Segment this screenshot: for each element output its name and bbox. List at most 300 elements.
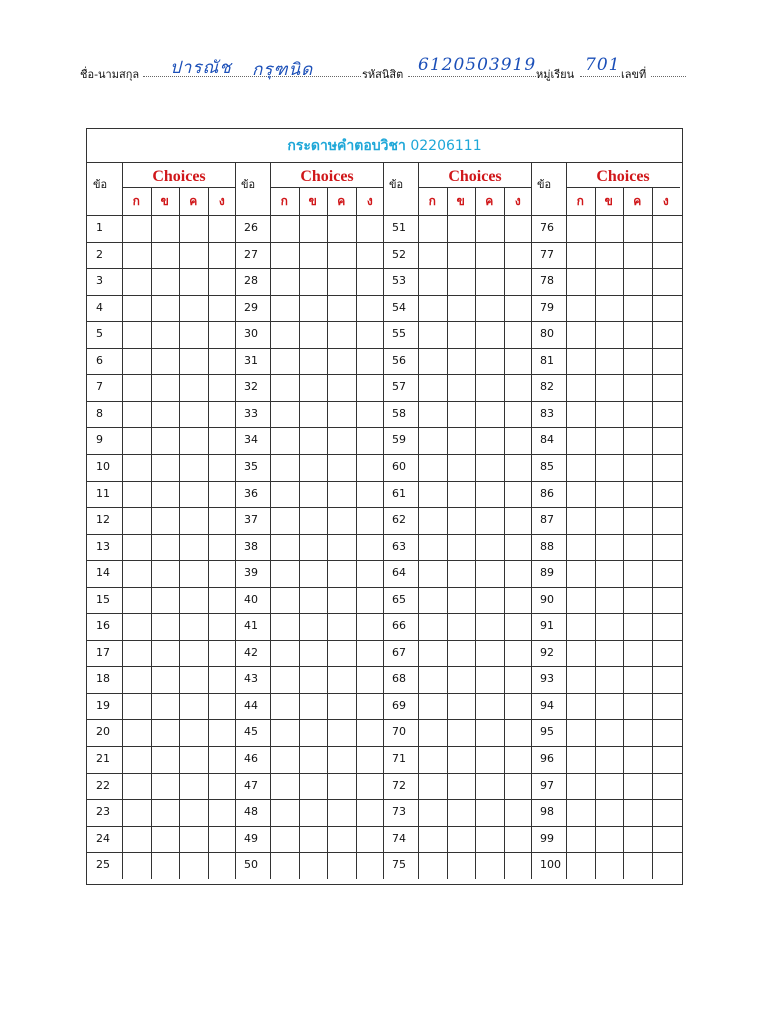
- answer-cell[interactable]: [151, 534, 180, 561]
- answer-cell[interactable]: [122, 348, 151, 375]
- answer-cell[interactable]: [595, 295, 624, 322]
- answer-cell[interactable]: [327, 481, 356, 508]
- answer-cell[interactable]: [270, 348, 299, 375]
- answer-cell[interactable]: [208, 719, 237, 746]
- answer-cell[interactable]: [151, 587, 180, 614]
- answer-cell[interactable]: [179, 666, 208, 693]
- answer-cell[interactable]: [418, 587, 447, 614]
- answer-cell[interactable]: [122, 507, 151, 534]
- answer-cell[interactable]: [652, 454, 681, 481]
- answer-cell[interactable]: [623, 693, 652, 720]
- answer-cell[interactable]: [151, 693, 180, 720]
- answer-cell[interactable]: [208, 507, 237, 534]
- answer-cell[interactable]: [208, 534, 237, 561]
- answer-cell[interactable]: [418, 374, 447, 401]
- answer-cell[interactable]: [595, 481, 624, 508]
- answer-cell[interactable]: [652, 242, 681, 269]
- answer-cell[interactable]: [122, 640, 151, 667]
- answer-cell[interactable]: [179, 348, 208, 375]
- answer-cell[interactable]: [652, 348, 681, 375]
- answer-cell[interactable]: [356, 427, 385, 454]
- answer-cell[interactable]: [623, 454, 652, 481]
- answer-cell[interactable]: [623, 746, 652, 773]
- answer-cell[interactable]: [299, 587, 328, 614]
- answer-cell[interactable]: [327, 374, 356, 401]
- answer-cell[interactable]: [566, 295, 595, 322]
- answer-cell[interactable]: [270, 719, 299, 746]
- answer-cell[interactable]: [447, 826, 476, 853]
- answer-cell[interactable]: [327, 242, 356, 269]
- answer-cell[interactable]: [566, 666, 595, 693]
- answer-cell[interactable]: [475, 268, 504, 295]
- answer-cell[interactable]: [179, 374, 208, 401]
- answer-cell[interactable]: [623, 401, 652, 428]
- answer-cell[interactable]: [566, 427, 595, 454]
- answer-cell[interactable]: [179, 454, 208, 481]
- answer-cell[interactable]: [475, 587, 504, 614]
- answer-cell[interactable]: [179, 613, 208, 640]
- answer-cell[interactable]: [208, 799, 237, 826]
- answer-cell[interactable]: [447, 773, 476, 800]
- answer-cell[interactable]: [595, 454, 624, 481]
- answer-cell[interactable]: [356, 242, 385, 269]
- answer-cell[interactable]: [356, 666, 385, 693]
- answer-cell[interactable]: [504, 746, 533, 773]
- answer-cell[interactable]: [566, 613, 595, 640]
- answer-cell[interactable]: [270, 507, 299, 534]
- answer-cell[interactable]: [475, 613, 504, 640]
- answer-cell[interactable]: [447, 242, 476, 269]
- answer-cell[interactable]: [122, 242, 151, 269]
- answer-cell[interactable]: [475, 507, 504, 534]
- answer-cell[interactable]: [623, 481, 652, 508]
- answer-cell[interactable]: [179, 693, 208, 720]
- answer-cell[interactable]: [475, 295, 504, 322]
- answer-cell[interactable]: [327, 852, 356, 879]
- answer-cell[interactable]: [151, 374, 180, 401]
- answer-cell[interactable]: [122, 321, 151, 348]
- answer-cell[interactable]: [447, 374, 476, 401]
- answer-cell[interactable]: [208, 666, 237, 693]
- answer-cell[interactable]: [179, 295, 208, 322]
- answer-cell[interactable]: [652, 401, 681, 428]
- answer-cell[interactable]: [504, 799, 533, 826]
- answer-cell[interactable]: [623, 640, 652, 667]
- answer-cell[interactable]: [151, 295, 180, 322]
- answer-cell[interactable]: [151, 799, 180, 826]
- answer-cell[interactable]: [475, 427, 504, 454]
- answer-cell[interactable]: [151, 613, 180, 640]
- answer-cell[interactable]: [151, 852, 180, 879]
- answer-cell[interactable]: [151, 640, 180, 667]
- answer-cell[interactable]: [356, 321, 385, 348]
- answer-cell[interactable]: [418, 560, 447, 587]
- answer-cell[interactable]: [299, 773, 328, 800]
- answer-cell[interactable]: [122, 613, 151, 640]
- answer-cell[interactable]: [327, 773, 356, 800]
- answer-cell[interactable]: [151, 560, 180, 587]
- answer-cell[interactable]: [595, 719, 624, 746]
- answer-cell[interactable]: [623, 348, 652, 375]
- answer-cell[interactable]: [122, 799, 151, 826]
- answer-cell[interactable]: [595, 374, 624, 401]
- number-field[interactable]: [651, 76, 686, 77]
- answer-cell[interactable]: [122, 454, 151, 481]
- answer-cell[interactable]: [418, 534, 447, 561]
- answer-cell[interactable]: [179, 427, 208, 454]
- answer-cell[interactable]: [327, 826, 356, 853]
- answer-cell[interactable]: [418, 613, 447, 640]
- answer-cell[interactable]: [595, 799, 624, 826]
- answer-cell[interactable]: [447, 587, 476, 614]
- answer-cell[interactable]: [623, 507, 652, 534]
- answer-cell[interactable]: [418, 242, 447, 269]
- answer-cell[interactable]: [356, 613, 385, 640]
- answer-cell[interactable]: [151, 454, 180, 481]
- answer-cell[interactable]: [418, 799, 447, 826]
- answer-cell[interactable]: [418, 746, 447, 773]
- answer-cell[interactable]: [122, 427, 151, 454]
- answer-cell[interactable]: [418, 321, 447, 348]
- answer-cell[interactable]: [566, 215, 595, 242]
- answer-cell[interactable]: [208, 242, 237, 269]
- answer-cell[interactable]: [418, 401, 447, 428]
- answer-cell[interactable]: [475, 454, 504, 481]
- answer-cell[interactable]: [447, 640, 476, 667]
- answer-cell[interactable]: [356, 693, 385, 720]
- answer-cell[interactable]: [595, 587, 624, 614]
- answer-cell[interactable]: [504, 401, 533, 428]
- answer-cell[interactable]: [447, 454, 476, 481]
- answer-cell[interactable]: [270, 427, 299, 454]
- answer-cell[interactable]: [652, 374, 681, 401]
- answer-cell[interactable]: [122, 481, 151, 508]
- answer-cell[interactable]: [418, 295, 447, 322]
- answer-cell[interactable]: [179, 534, 208, 561]
- answer-cell[interactable]: [504, 268, 533, 295]
- answer-cell[interactable]: [595, 242, 624, 269]
- answer-cell[interactable]: [208, 613, 237, 640]
- answer-cell[interactable]: [447, 799, 476, 826]
- answer-cell[interactable]: [179, 215, 208, 242]
- answer-cell[interactable]: [652, 295, 681, 322]
- answer-cell[interactable]: [122, 295, 151, 322]
- answer-cell[interactable]: [566, 826, 595, 853]
- answer-cell[interactable]: [504, 427, 533, 454]
- answer-cell[interactable]: [652, 534, 681, 561]
- answer-cell[interactable]: [356, 852, 385, 879]
- answer-cell[interactable]: [566, 719, 595, 746]
- answer-cell[interactable]: [447, 534, 476, 561]
- answer-cell[interactable]: [447, 852, 476, 879]
- answer-cell[interactable]: [122, 560, 151, 587]
- answer-cell[interactable]: [179, 719, 208, 746]
- answer-cell[interactable]: [595, 401, 624, 428]
- answer-cell[interactable]: [270, 268, 299, 295]
- answer-cell[interactable]: [122, 693, 151, 720]
- answer-cell[interactable]: [151, 773, 180, 800]
- answer-cell[interactable]: [504, 826, 533, 853]
- answer-cell[interactable]: [447, 481, 476, 508]
- answer-cell[interactable]: [122, 534, 151, 561]
- answer-cell[interactable]: [447, 693, 476, 720]
- answer-cell[interactable]: [208, 481, 237, 508]
- answer-cell[interactable]: [299, 693, 328, 720]
- answer-cell[interactable]: [299, 666, 328, 693]
- answer-cell[interactable]: [208, 348, 237, 375]
- answer-cell[interactable]: [270, 640, 299, 667]
- answer-cell[interactable]: [504, 295, 533, 322]
- answer-cell[interactable]: [504, 719, 533, 746]
- answer-cell[interactable]: [652, 587, 681, 614]
- answer-cell[interactable]: [447, 427, 476, 454]
- answer-cell[interactable]: [122, 401, 151, 428]
- answer-cell[interactable]: [652, 852, 681, 879]
- answer-cell[interactable]: [566, 773, 595, 800]
- answer-cell[interactable]: [179, 242, 208, 269]
- answer-cell[interactable]: [356, 826, 385, 853]
- answer-cell[interactable]: [270, 613, 299, 640]
- answer-cell[interactable]: [179, 321, 208, 348]
- answer-cell[interactable]: [566, 640, 595, 667]
- answer-cell[interactable]: [151, 215, 180, 242]
- answer-cell[interactable]: [270, 852, 299, 879]
- answer-cell[interactable]: [475, 348, 504, 375]
- answer-cell[interactable]: [652, 427, 681, 454]
- answer-cell[interactable]: [652, 799, 681, 826]
- answer-cell[interactable]: [356, 215, 385, 242]
- answer-cell[interactable]: [151, 268, 180, 295]
- answer-cell[interactable]: [595, 693, 624, 720]
- answer-cell[interactable]: [475, 719, 504, 746]
- student-id-field[interactable]: [408, 76, 536, 77]
- answer-cell[interactable]: [595, 534, 624, 561]
- answer-cell[interactable]: [208, 321, 237, 348]
- answer-cell[interactable]: [270, 773, 299, 800]
- answer-cell[interactable]: [179, 852, 208, 879]
- answer-cell[interactable]: [179, 560, 208, 587]
- answer-cell[interactable]: [299, 295, 328, 322]
- answer-cell[interactable]: [151, 826, 180, 853]
- answer-cell[interactable]: [356, 719, 385, 746]
- answer-cell[interactable]: [447, 666, 476, 693]
- answer-cell[interactable]: [299, 826, 328, 853]
- answer-cell[interactable]: [151, 242, 180, 269]
- answer-cell[interactable]: [356, 507, 385, 534]
- answer-cell[interactable]: [327, 295, 356, 322]
- answer-cell[interactable]: [652, 215, 681, 242]
- answer-cell[interactable]: [652, 826, 681, 853]
- answer-cell[interactable]: [566, 242, 595, 269]
- answer-cell[interactable]: [179, 799, 208, 826]
- answer-cell[interactable]: [566, 693, 595, 720]
- answer-cell[interactable]: [418, 852, 447, 879]
- answer-cell[interactable]: [356, 268, 385, 295]
- answer-cell[interactable]: [566, 746, 595, 773]
- answer-cell[interactable]: [208, 401, 237, 428]
- answer-cell[interactable]: [447, 268, 476, 295]
- answer-cell[interactable]: [208, 560, 237, 587]
- answer-cell[interactable]: [122, 587, 151, 614]
- answer-cell[interactable]: [327, 321, 356, 348]
- answer-cell[interactable]: [475, 799, 504, 826]
- answer-cell[interactable]: [299, 560, 328, 587]
- answer-cell[interactable]: [504, 693, 533, 720]
- answer-cell[interactable]: [327, 613, 356, 640]
- answer-cell[interactable]: [566, 560, 595, 587]
- answer-cell[interactable]: [356, 401, 385, 428]
- answer-cell[interactable]: [595, 640, 624, 667]
- answer-cell[interactable]: [418, 215, 447, 242]
- answer-cell[interactable]: [595, 427, 624, 454]
- answer-cell[interactable]: [327, 666, 356, 693]
- answer-cell[interactable]: [299, 613, 328, 640]
- answer-cell[interactable]: [299, 215, 328, 242]
- answer-cell[interactable]: [270, 693, 299, 720]
- answer-cell[interactable]: [299, 242, 328, 269]
- answer-cell[interactable]: [418, 481, 447, 508]
- answer-cell[interactable]: [447, 215, 476, 242]
- answer-cell[interactable]: [623, 427, 652, 454]
- answer-cell[interactable]: [623, 852, 652, 879]
- answer-cell[interactable]: [208, 454, 237, 481]
- answer-cell[interactable]: [418, 640, 447, 667]
- answer-cell[interactable]: [299, 268, 328, 295]
- answer-cell[interactable]: [595, 215, 624, 242]
- answer-cell[interactable]: [623, 374, 652, 401]
- answer-cell[interactable]: [327, 719, 356, 746]
- answer-cell[interactable]: [208, 852, 237, 879]
- answer-cell[interactable]: [504, 321, 533, 348]
- answer-cell[interactable]: [299, 799, 328, 826]
- answer-cell[interactable]: [151, 746, 180, 773]
- answer-cell[interactable]: [447, 321, 476, 348]
- answer-cell[interactable]: [270, 799, 299, 826]
- answer-cell[interactable]: [447, 719, 476, 746]
- answer-cell[interactable]: [208, 268, 237, 295]
- answer-cell[interactable]: [652, 719, 681, 746]
- answer-cell[interactable]: [327, 799, 356, 826]
- answer-cell[interactable]: [566, 374, 595, 401]
- answer-cell[interactable]: [327, 693, 356, 720]
- answer-cell[interactable]: [623, 321, 652, 348]
- answer-cell[interactable]: [566, 852, 595, 879]
- answer-cell[interactable]: [356, 534, 385, 561]
- answer-cell[interactable]: [475, 374, 504, 401]
- answer-cell[interactable]: [327, 454, 356, 481]
- answer-cell[interactable]: [595, 746, 624, 773]
- answer-cell[interactable]: [566, 321, 595, 348]
- answer-cell[interactable]: [122, 215, 151, 242]
- answer-cell[interactable]: [179, 587, 208, 614]
- answer-cell[interactable]: [299, 427, 328, 454]
- answer-cell[interactable]: [270, 481, 299, 508]
- answer-cell[interactable]: [652, 693, 681, 720]
- answer-cell[interactable]: [356, 295, 385, 322]
- answer-cell[interactable]: [418, 773, 447, 800]
- answer-cell[interactable]: [504, 454, 533, 481]
- answer-cell[interactable]: [504, 215, 533, 242]
- answer-cell[interactable]: [299, 852, 328, 879]
- answer-cell[interactable]: [270, 374, 299, 401]
- answer-cell[interactable]: [595, 321, 624, 348]
- answer-cell[interactable]: [299, 746, 328, 773]
- answer-cell[interactable]: [504, 481, 533, 508]
- answer-cell[interactable]: [447, 401, 476, 428]
- answer-cell[interactable]: [566, 268, 595, 295]
- answer-cell[interactable]: [327, 560, 356, 587]
- answer-cell[interactable]: [270, 534, 299, 561]
- answer-cell[interactable]: [122, 374, 151, 401]
- answer-cell[interactable]: [270, 242, 299, 269]
- answer-cell[interactable]: [623, 613, 652, 640]
- answer-cell[interactable]: [270, 826, 299, 853]
- answer-cell[interactable]: [356, 481, 385, 508]
- answer-cell[interactable]: [595, 507, 624, 534]
- answer-cell[interactable]: [566, 587, 595, 614]
- answer-cell[interactable]: [299, 321, 328, 348]
- answer-cell[interactable]: [504, 560, 533, 587]
- answer-cell[interactable]: [327, 640, 356, 667]
- answer-cell[interactable]: [327, 348, 356, 375]
- answer-cell[interactable]: [418, 454, 447, 481]
- answer-cell[interactable]: [652, 640, 681, 667]
- answer-cell[interactable]: [623, 773, 652, 800]
- answer-cell[interactable]: [299, 719, 328, 746]
- answer-cell[interactable]: [270, 587, 299, 614]
- answer-cell[interactable]: [151, 321, 180, 348]
- answer-cell[interactable]: [151, 401, 180, 428]
- answer-cell[interactable]: [299, 454, 328, 481]
- answer-cell[interactable]: [179, 507, 208, 534]
- answer-cell[interactable]: [566, 348, 595, 375]
- answer-cell[interactable]: [356, 454, 385, 481]
- answer-cell[interactable]: [475, 666, 504, 693]
- answer-cell[interactable]: [356, 587, 385, 614]
- answer-cell[interactable]: [566, 799, 595, 826]
- answer-cell[interactable]: [356, 374, 385, 401]
- answer-cell[interactable]: [208, 295, 237, 322]
- answer-cell[interactable]: [327, 268, 356, 295]
- answer-cell[interactable]: [327, 534, 356, 561]
- answer-cell[interactable]: [270, 454, 299, 481]
- answer-cell[interactable]: [179, 481, 208, 508]
- answer-cell[interactable]: [208, 640, 237, 667]
- answer-cell[interactable]: [623, 826, 652, 853]
- answer-cell[interactable]: [475, 640, 504, 667]
- answer-cell[interactable]: [623, 719, 652, 746]
- answer-cell[interactable]: [122, 826, 151, 853]
- answer-cell[interactable]: [652, 613, 681, 640]
- answer-cell[interactable]: [504, 374, 533, 401]
- answer-cell[interactable]: [504, 242, 533, 269]
- answer-cell[interactable]: [652, 321, 681, 348]
- answer-cell[interactable]: [652, 268, 681, 295]
- answer-cell[interactable]: [475, 773, 504, 800]
- answer-cell[interactable]: [299, 640, 328, 667]
- answer-cell[interactable]: [447, 348, 476, 375]
- answer-cell[interactable]: [179, 401, 208, 428]
- answer-cell[interactable]: [208, 427, 237, 454]
- answer-cell[interactable]: [122, 773, 151, 800]
- answer-cell[interactable]: [595, 826, 624, 853]
- answer-cell[interactable]: [566, 401, 595, 428]
- answer-cell[interactable]: [270, 215, 299, 242]
- answer-cell[interactable]: [623, 242, 652, 269]
- answer-cell[interactable]: [208, 746, 237, 773]
- answer-cell[interactable]: [208, 374, 237, 401]
- answer-cell[interactable]: [179, 268, 208, 295]
